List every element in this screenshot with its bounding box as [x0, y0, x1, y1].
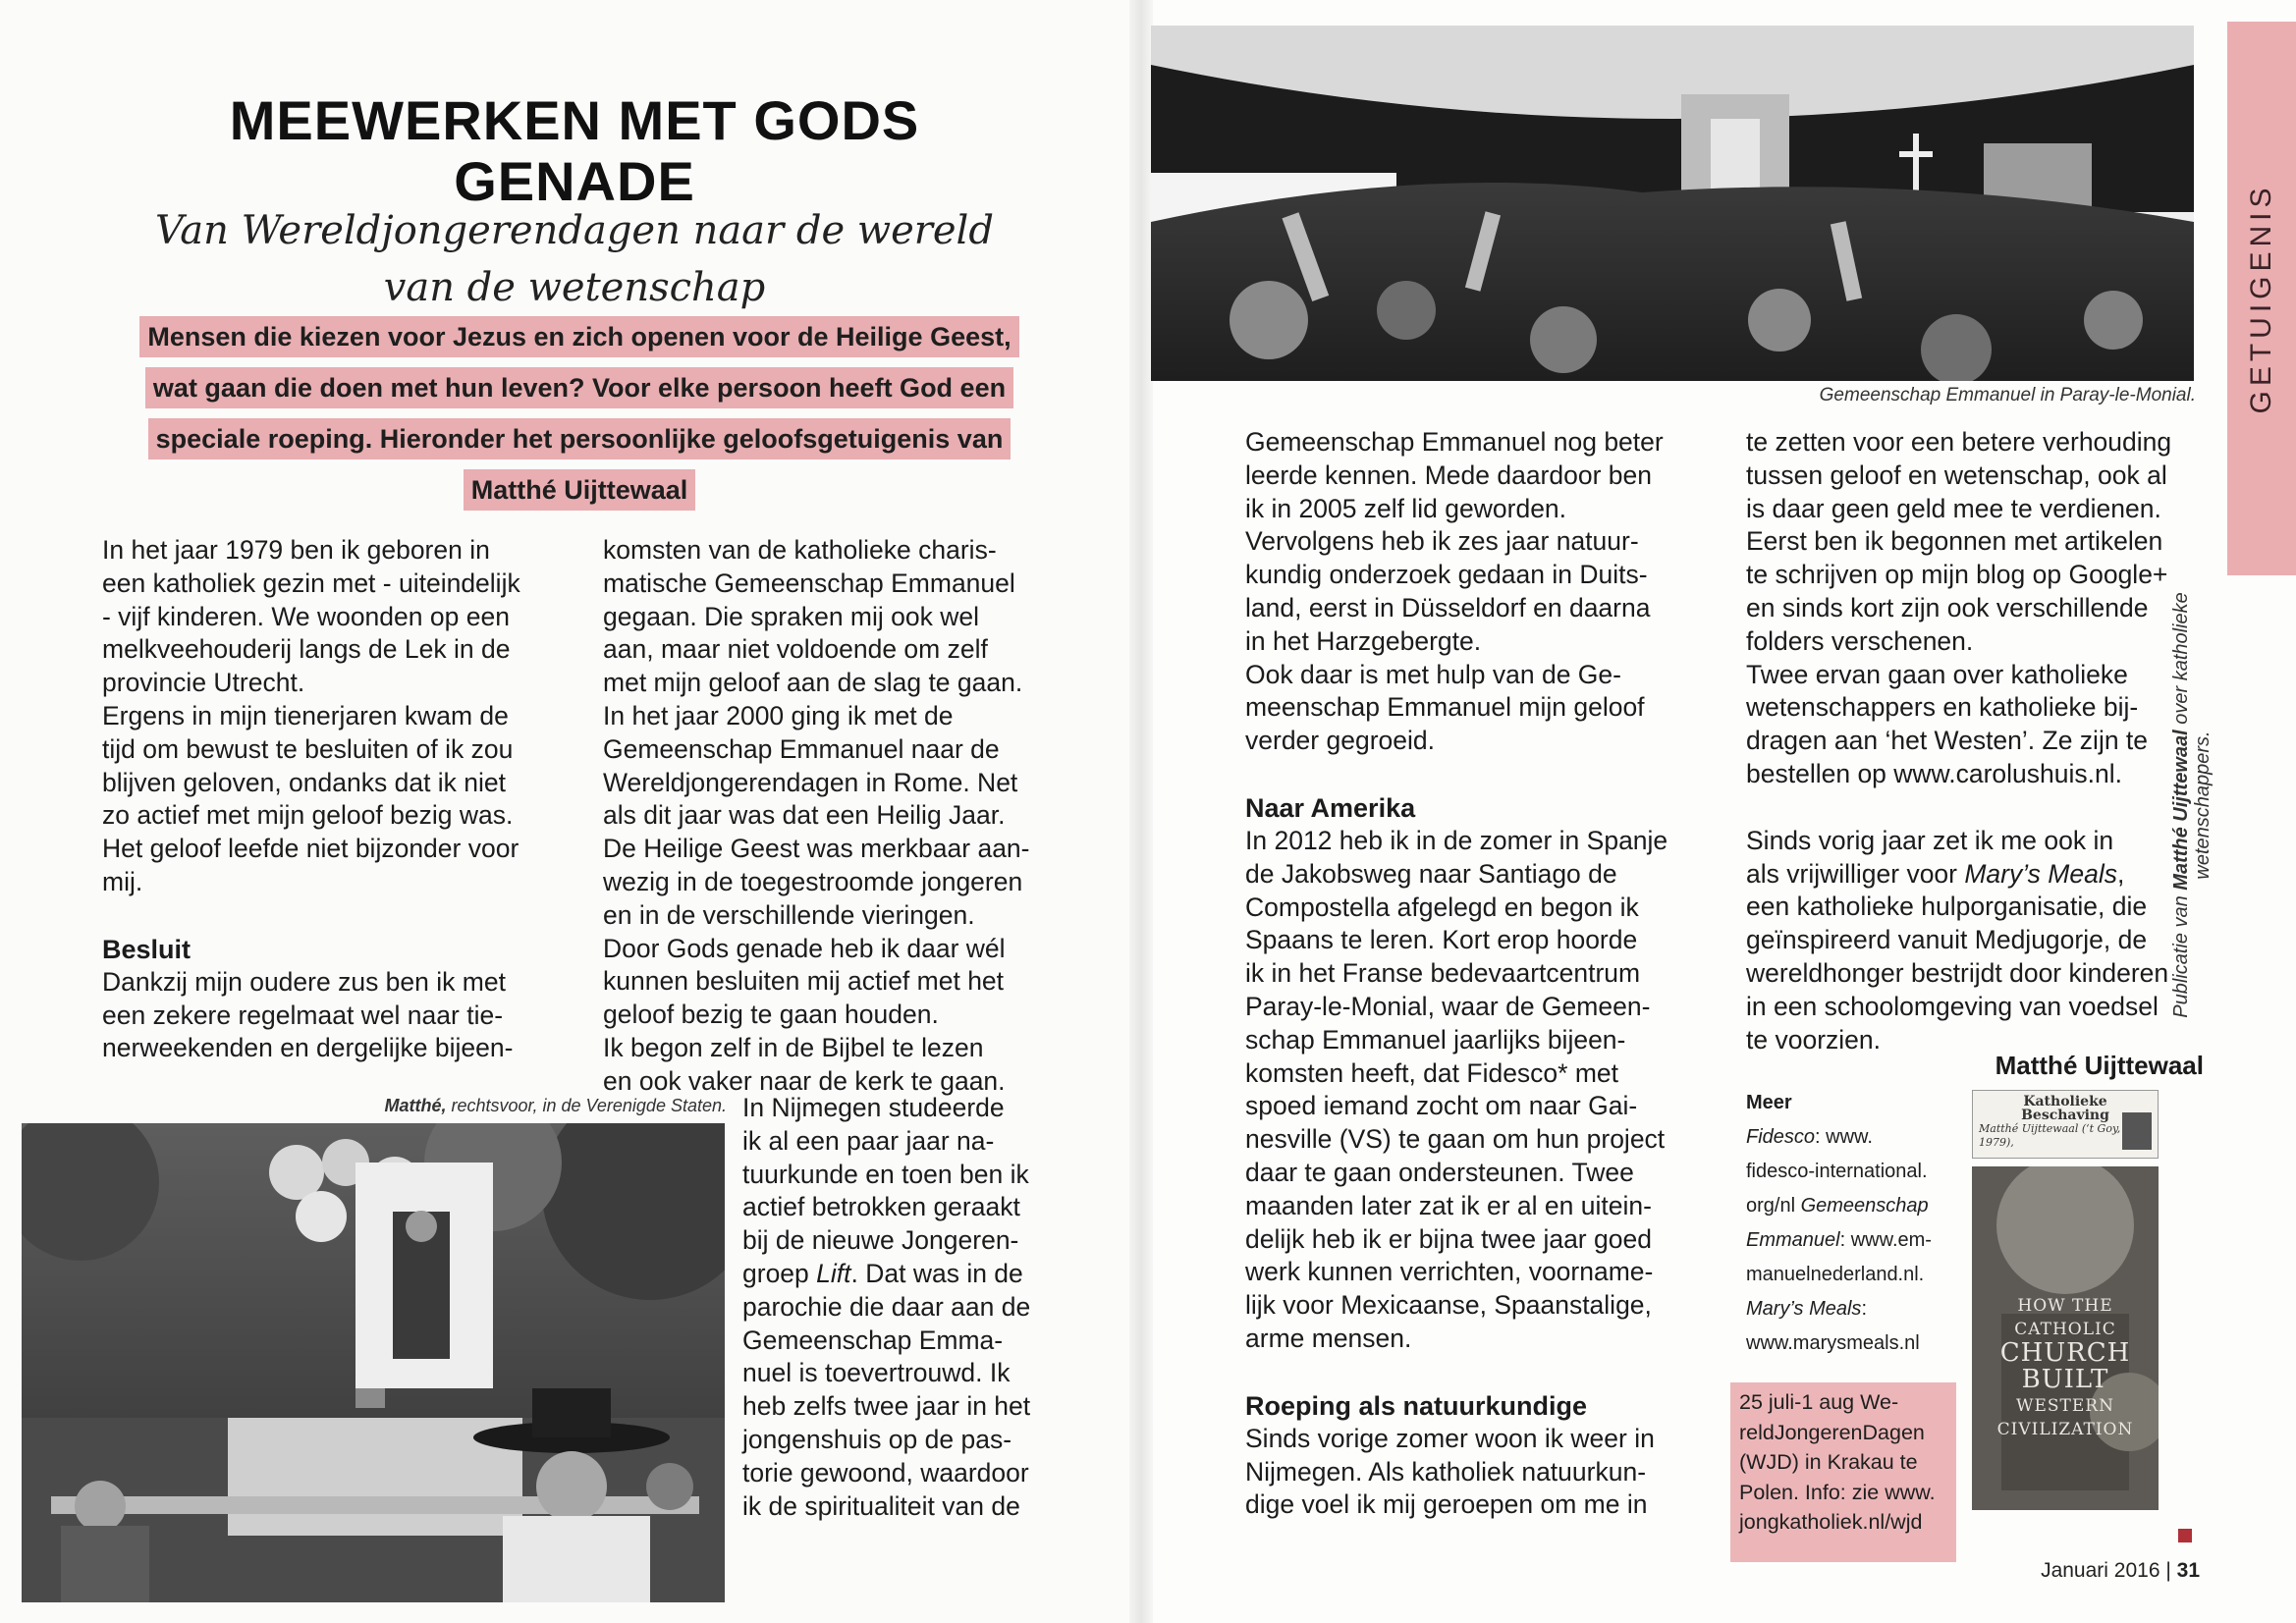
lead-line: speciale roeping. Hieronder het persoonlijke geloofsgetuigenis van — [148, 418, 1011, 460]
section-heading-besluit: Besluit — [102, 934, 191, 964]
booklet-portrait — [2122, 1112, 2152, 1150]
paragraph: te zetten voor een betere verhouding tussen geloof en wetenschap, ook al is daar geen geld mee te verdienen. Eerst ben ik begonnen met artikelen te schrijven op mijn blog op Google+ en sinds kort zijn ook verschillende folders verschenen. Twee ervan gaan over katholieke wetenschappers en katholieke bij- dragen aan ‘het Westen’. Ze zijn te bestellen op www.carolushuis.nl. — [1746, 427, 2172, 788]
paragraph: In Nijmegen studeerde ik al een paar jaar na- tuurkunde en toen ben ik actief betrokken geraakt bij de nieuwe Jongeren- groep Lift. Dat was in de parochie die daar aan de Gemeenschap Emma- nuel is toevertrouwd. Ik heb zelfs twee jaar in het jongenshuis op de pas- torie gewoond, waardoor ik de spiritualiteit van de — [742, 1093, 1031, 1521]
lift-group-name: Lift — [816, 1258, 851, 1288]
marys-meals-name: Mary’s Meals — [1964, 858, 2117, 889]
column-1 — [102, 534, 593, 1065]
article-subtitle: Van Wereldjongerendagen naar de wereld van de wetenschap — [155, 208, 994, 310]
lead-author: Matthé Uijttewaal — [464, 469, 696, 511]
photo-caption-top: Gemeenschap Emmanuel in Paray-le-Monial. — [1819, 385, 2196, 406]
lead-line: Mensen die kiezen voor Jezus en zich openen voor de Heilige Geest, — [139, 316, 1018, 357]
vertical-caption: Publicatie van Matthé Uijttewaal over katholieke wetenschappers. — [2170, 592, 2214, 1018]
paragraph: Gemeenschap Emmanuel nog beter leerde kennen. Mede daardoor ben ik in 2005 zelf lid geworden. Vervolgens heb ik zes jaar natuur- kundig onderzoek gedaan in Duits- land, eerst in Düsseldorf en daarna in het Harzgebergte. Ook daar is met hulp van de Ge- meenschap Emmanuel mijn geloof verder gegroeid. — [1245, 427, 1664, 756]
section-heading-amerika: Naar Amerika — [1245, 792, 1416, 823]
page-footer: Januari 2016 | 31 — [2041, 1559, 2200, 1582]
congregation-photo — [1151, 26, 2194, 381]
section-heading-roeping: Roeping als natuurkundige — [1245, 1390, 1588, 1421]
paragraph: Sinds vorige zomer woon ik weer in Nijmegen. Als katholiek natuurkun- dige voel ik mij geroepen om me in — [1245, 1423, 1655, 1520]
more-info-label: Meer — [1746, 1092, 1792, 1113]
more-info-block: Meer Fidesco: www. fidesco-international. org/nl Gemeenschap Emmanuel: www.em- manuelnederland.nl. Mary’s Meals: www.marysmeals.nl — [1746, 1092, 1932, 1354]
wjd-info-box: 25 juli-1 aug We- reldJongerenDagen (WJD) in Krakau te Polen. Info: zie www. jongkatholiek.nl/wjd — [1730, 1382, 1956, 1562]
section-tab-label: GETUIGENIS — [2245, 183, 2277, 414]
procession-photo — [22, 1123, 725, 1602]
page-number: 31 — [2176, 1559, 2200, 1582]
column-2 — [603, 534, 1084, 1099]
book-cover: HOW THE CATHOLIC CHURCH BUILT WESTERN CIVILIZATION — [1972, 1166, 2159, 1510]
paragraph: Sinds vorig jaar zet ik me ook in als vrijwilliger voor Mary’s Meals, een katholieke hulporganisatie, die geïnspireerd vanuit Medjugorje, de wereldhonger bestrijdt door kinderen in een schoolomgeving van voedsel te voorzien. — [1746, 825, 2169, 1055]
paragraph: Dankzij mijn oudere zus ben ik met een zekere regelmaat wel naar tie- nerweekenden en dergelijke bijeen- — [102, 966, 514, 1063]
column-4 — [1746, 426, 2208, 1056]
page-gutter — [1129, 0, 1153, 1623]
paragraph: komsten van de katholieke charis- matische Gemeenschap Emmanuel gegaan. Die spraken mij ook wel aan, maar niet voldoende om zelf met mijn geloof aan de slag te gaan. In het jaar 2000 ging ik met de Gemeenschap Emmanuel naar de Wereldjongerendagen in Rome. Net als dit jaar was dat een Heilig Jaar. De Heilige Geest was merkbaar aan- wezig in de toegestroomde jongeren en in de verschillende vieringen. Door Gods genade heb ik daar wél kunnen besluiten mij actief met het geloof bezig te gaan houden. Ik begon zelf in de Bijbel te lezen en ook vaker naar de kerk te gaan. — [603, 535, 1030, 1096]
photo-caption-left: Matthé, rechtsvoor, in de Verenigde Staten. — [384, 1096, 727, 1115]
author-signature: Matthé Uijttewaal — [1995, 1051, 2204, 1080]
article-title: MEEWERKEN MET GODS GENADE — [229, 89, 920, 212]
end-marker — [2178, 1529, 2192, 1542]
column-2-continued — [742, 1092, 1096, 1523]
column-3 — [1245, 426, 1717, 1522]
booklet-katholieke-beschaving: Katholieke Beschaving Matthé Uijttewaal (‘t Goy, 1979), — [1972, 1090, 2159, 1159]
lead-line: wat gaan die doen met hun leven? Voor elke persoon heeft God een — [145, 367, 1013, 408]
lead-paragraph — [102, 316, 1057, 520]
paragraph: In het jaar 1979 ben ik geboren in een katholiek gezin met - uiteindelijk - vijf kinderen. We woonden op een melkveehouderij langs de Lek in de provincie Utrecht. Ergens in mijn tienerjaren kwam de tijd om bewust te besluiten of ik zou blijven geloven, ondanks dat ik niet zo actief met mijn geloof bezig was. Het geloof leefde niet bijzonder voor mij. — [102, 535, 520, 896]
paragraph: In 2012 heb ik in de zomer in Spanje de Jakobsweg naar Santiago de Compostella afgelegd en begon ik Spaans te leren. Kort erop hoorde ik in het Franse bedevaartcentrum Paray-le-Monial, waar de Gemeen- schap Emmanuel jaarlijks bijeen- komsten heeft, dat Fidesco* met spoed iemand zocht om naar Gai- nesville (VS) te gaan om hun project daar te gaan ondersteunen. Twee maanden later zat ik er al en uitein- delijk heb ik er bijna twee jaar goed werk kunnen verrichten, voorname- lijk voor Mexicaanse, Spaanstalige, arme mensen. — [1245, 825, 1668, 1353]
